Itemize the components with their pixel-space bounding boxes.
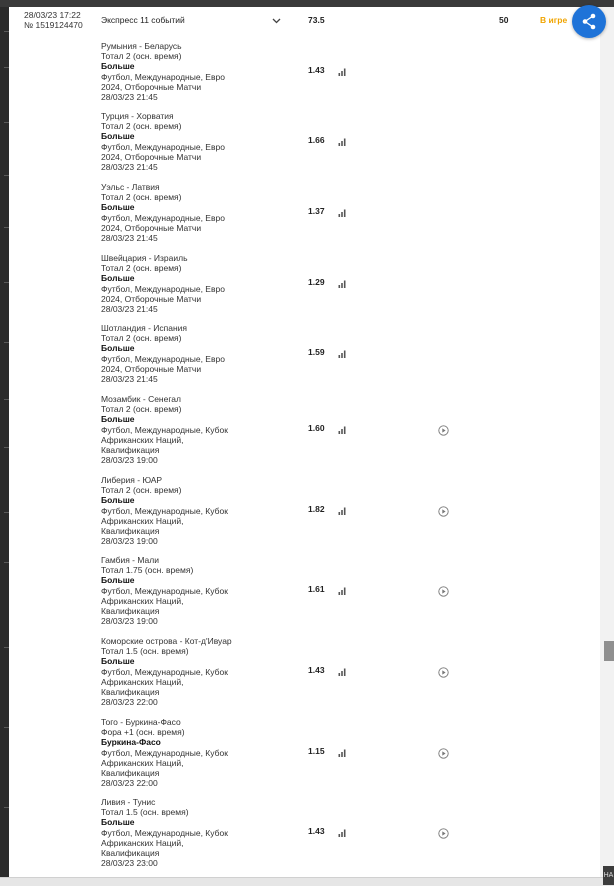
bet-details-panel	[9, 7, 600, 877]
chevron-down-icon[interactable]	[271, 15, 282, 26]
bar-chart-icon[interactable]	[338, 668, 347, 676]
event-coefficient: 1.43	[308, 825, 325, 836]
event-league-line: Футбол, Международные, Евро	[101, 141, 225, 152]
event-time: 28/03/23 22:00	[101, 697, 158, 708]
event-market: Тотал 1.5 (осн. время)	[101, 807, 189, 818]
event-info	[101, 475, 228, 546]
event-league-line: Квалификация	[101, 606, 160, 617]
event-match: Мозамбик - Сенегал	[101, 394, 181, 404]
bar-chart-icon[interactable]	[338, 507, 347, 515]
event-pick: Больше	[101, 343, 135, 354]
event-league-line: Африканских Наций,	[101, 757, 184, 768]
event-coefficient: 1.15	[308, 745, 325, 756]
event-info	[101, 41, 225, 102]
play-circle-icon[interactable]	[438, 667, 449, 678]
event-pick: Буркина-Фасо	[101, 737, 161, 748]
event-coefficient: 1.37	[308, 205, 325, 216]
event-time: 28/03/23 19:00	[101, 616, 158, 627]
event-market: Фора +1 (осн. время)	[101, 727, 185, 738]
event-market: Тотал 2 (осн. время)	[101, 192, 182, 203]
event-pick: Больше	[101, 817, 135, 828]
event-pick: Больше	[101, 656, 135, 667]
share-button[interactable]	[572, 5, 606, 38]
event-league-line: Футбол, Международные, Кубок	[101, 747, 228, 758]
event-league-line: 2024, Отборочные Матчи	[101, 363, 202, 374]
bet-date	[24, 10, 83, 30]
event-market: Тотал 2 (осн. время)	[101, 404, 182, 415]
event-league-line: Африканских Наций,	[101, 434, 184, 445]
event-info	[101, 797, 228, 868]
event-time: 28/03/23 21:45	[101, 92, 158, 103]
event-league-line: Футбол, Международные, Кубок	[101, 585, 228, 596]
event-match: Ливия - Тунис	[101, 797, 156, 807]
event-coefficient: 1.61	[308, 583, 325, 594]
event-info	[101, 253, 225, 314]
bar-chart-icon[interactable]	[338, 350, 347, 358]
play-circle-icon[interactable]	[438, 748, 449, 759]
event-match: Уэльс - Латвия	[101, 182, 160, 192]
event-market: Тотал 1.5 (осн. время)	[101, 646, 189, 657]
event-market: Тотал 1.75 (осн. время)	[101, 565, 194, 576]
event-time: 28/03/23 21:45	[101, 304, 158, 315]
event-coefficient: 1.60	[308, 422, 325, 433]
left-background	[0, 7, 9, 885]
event-info	[101, 323, 225, 384]
event-league-line: Квалификация	[101, 445, 160, 456]
play-circle-icon[interactable]	[438, 828, 449, 839]
event-time: 28/03/23 21:45	[101, 162, 158, 173]
event-market: Тотал 2 (осн. время)	[101, 263, 182, 274]
bar-chart-icon[interactable]	[338, 829, 347, 837]
stake-amount: 50	[499, 15, 509, 25]
event-pick: Больше	[101, 414, 135, 425]
event-time: 28/03/23 22:00	[101, 778, 158, 789]
event-coefficient: 1.59	[308, 346, 325, 357]
event-league-line: 2024, Отборочные Матчи	[101, 293, 202, 304]
event-match: Швейцария - Израиль	[101, 253, 188, 263]
event-league-line: 2024, Отборочные Матчи	[101, 81, 202, 92]
event-league-line: 2024, Отборочные Матчи	[101, 222, 202, 233]
event-league-line: Африканских Наций,	[101, 515, 184, 526]
status-badge: В игре	[540, 15, 568, 25]
bottom-corner: НА	[603, 866, 614, 885]
bar-chart-icon[interactable]	[338, 68, 347, 76]
event-info	[101, 717, 228, 788]
event-match: Того - Буркина-Фасо	[101, 717, 181, 727]
event-pick: Больше	[101, 273, 135, 284]
event-league-line: Квалификация	[101, 768, 160, 779]
event-league-line: Футбол, Международные, Кубок	[101, 827, 228, 838]
event-time: 28/03/23 19:00	[101, 536, 158, 547]
event-match: Гамбия - Мали	[101, 555, 159, 565]
event-league-line: Футбол, Международные, Кубок	[101, 666, 228, 677]
event-league-line: 2024, Отборочные Матчи	[101, 151, 202, 162]
event-time: 28/03/23 19:00	[101, 455, 158, 466]
event-match: Коморские острова - Кот-д'Ивуар	[101, 636, 232, 646]
bar-chart-icon[interactable]	[338, 426, 347, 434]
event-market: Тотал 2 (осн. время)	[101, 485, 182, 496]
bar-chart-icon[interactable]	[338, 209, 347, 217]
event-league-line: Квалификация	[101, 848, 160, 859]
bar-chart-icon[interactable]	[338, 749, 347, 757]
event-league-line: Квалификация	[101, 526, 160, 537]
bet-header	[9, 7, 600, 37]
event-market: Тотал 2 (осн. время)	[101, 121, 182, 132]
event-market: Тотал 2 (осн. время)	[101, 51, 182, 62]
event-coefficient: 1.66	[308, 134, 325, 145]
bar-chart-icon[interactable]	[338, 280, 347, 288]
event-time: 28/03/23 23:00	[101, 858, 158, 869]
event-league-line: Африканских Наций,	[101, 676, 184, 687]
event-info	[101, 182, 225, 243]
event-info	[101, 555, 228, 626]
event-coefficient: 1.29	[308, 276, 325, 287]
play-circle-icon[interactable]	[438, 586, 449, 597]
event-coefficient: 1.43	[308, 664, 325, 675]
scrollbar-thumb[interactable]	[604, 641, 614, 661]
event-pick: Больше	[101, 202, 135, 213]
event-market: Тотал 2 (осн. время)	[101, 333, 182, 344]
share-icon	[572, 5, 606, 38]
event-coefficient: 1.82	[308, 503, 325, 514]
event-coefficient: 1.43	[308, 64, 325, 75]
play-circle-icon[interactable]	[438, 506, 449, 517]
right-background	[600, 7, 614, 885]
event-league-line: Футбол, Международные, Кубок	[101, 424, 228, 435]
bet-title: Экспресс 11 событий	[101, 15, 185, 25]
bar-chart-icon[interactable]	[338, 587, 347, 595]
event-league-line: Квалификация	[101, 687, 160, 698]
event-league-line: Футбол, Международные, Евро	[101, 71, 225, 82]
event-match: Турция - Хорватия	[101, 111, 174, 121]
event-league-line: Африканских Наций,	[101, 595, 184, 606]
bet-number: № 1519124470	[24, 20, 83, 30]
event-time: 28/03/23 21:45	[101, 233, 158, 244]
top-frame	[0, 0, 614, 7]
total-coefficient: 73.5	[308, 15, 325, 25]
bar-chart-icon[interactable]	[338, 138, 347, 146]
event-info	[101, 394, 228, 465]
bet-datetime: 28/03/23 17:22	[24, 10, 81, 20]
event-league-line: Футбол, Международные, Евро	[101, 283, 225, 294]
event-match: Румыния - Беларусь	[101, 41, 182, 51]
event-league-line: Футбол, Международные, Евро	[101, 353, 225, 364]
event-match: Шотландия - Испания	[101, 323, 188, 333]
play-circle-icon[interactable]	[438, 425, 449, 436]
event-info	[101, 636, 232, 707]
event-match: Либерия - ЮАР	[101, 475, 163, 485]
event-league-line: Футбол, Международные, Евро	[101, 212, 225, 223]
event-time: 28/03/23 21:45	[101, 374, 158, 385]
event-league-line: Футбол, Международные, Кубок	[101, 505, 228, 516]
event-pick: Больше	[101, 575, 135, 586]
event-pick: Больше	[101, 61, 135, 72]
event-pick: Больше	[101, 131, 135, 142]
event-pick: Больше	[101, 495, 135, 506]
event-info	[101, 111, 225, 172]
event-league-line: Африканских Наций,	[101, 837, 184, 848]
